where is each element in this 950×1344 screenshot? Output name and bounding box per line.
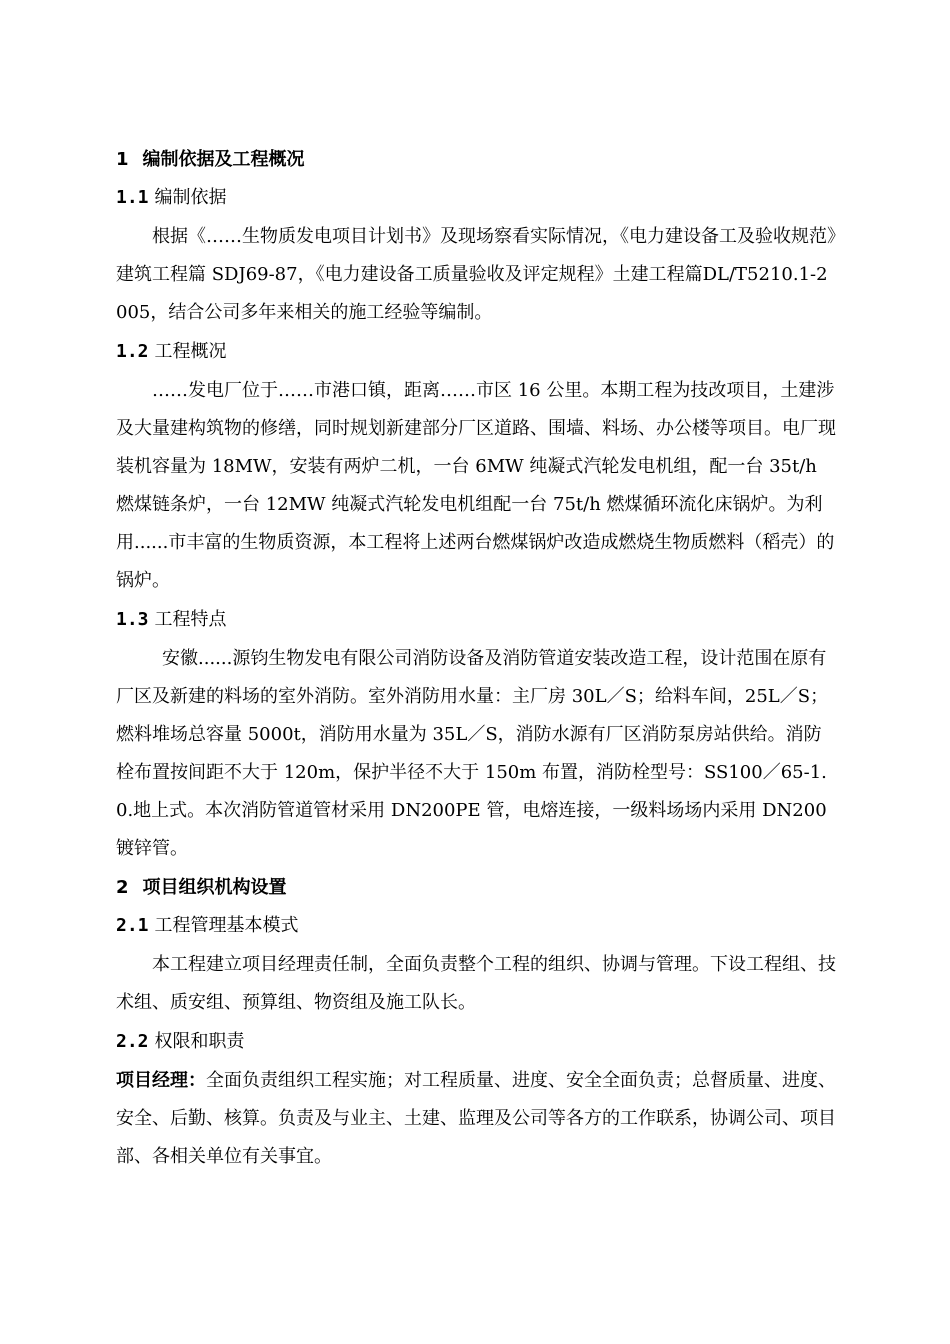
subsection-title: 工程管理基本模式 <box>154 915 299 936</box>
paragraph-responsibilities <box>116 1062 838 1176</box>
section-2-heading <box>116 876 287 900</box>
section-title: 编制依据及工程概况 <box>142 149 305 170</box>
role-label: 项目经理： <box>116 1070 206 1091</box>
subsection-number: 2.1 <box>116 915 149 936</box>
section-1-3-heading <box>116 608 227 632</box>
paragraph-basis: 根据《……生物质发电项目计划书》及现场察看实际情况，《电力建设备工及验收规范》建筑工程篇 SDJ69-87，《电力建设备工质量验收及评定规程》土建工程篇DL/T5210.1-2005，结合公司多年来相关的施工经验等编制。 <box>116 226 836 323</box>
section-number: 1 <box>116 149 129 170</box>
section-1-1-heading <box>116 186 227 210</box>
subsection-title: 权限和职责 <box>154 1031 245 1052</box>
subsection-number: 1.2 <box>116 341 149 362</box>
paragraph-overview: ……发电厂位于……市港口镇，距离……市区 16 公里。本期工程为技改项目，土建涉及大量建构筑物的修缮，同时规划新建部分厂区道路、围墙、料场、办公楼等项目。电厂现装机容量为 18MW，安装有两炉二机，一台 6MW 纯凝式汽轮发电机组，配一台 35t/h 燃煤链条炉，一台 12MW 纯凝式汽轮发电机组配一台 75t/h 燃煤循环流化床锅炉。为利用......市丰富的生物质资源，本工程将上述两台燃煤锅炉改造成燃烧生物质燃料（稻壳）的锅炉。 <box>116 380 836 591</box>
subsection-title: 工程概况 <box>154 341 227 362</box>
section-title: 项目组织机构设置 <box>142 877 287 898</box>
section-1-heading <box>116 148 305 172</box>
paragraph-features: 安徽......源钧生物发电有限公司消防设备及消防管道安装改造工程，设计范围在原有厂区及新建的料场的室外消防。室外消防用水量：主厂房 30L／S；给料车间，25L／S；燃料堆场总容量 5000t，消防用水量为 35L／S，消防水源有厂区消防泵房站供给。消防栓布置按间距不大于 120m，保护半径不大于 150m 布置，消防栓型号：SS100／65-1.0.地上式。本次消防管道管材采用 DN200PE 管，电熔连接，一级料场场内采用 DN200 镀锌管。 <box>116 648 829 859</box>
subsection-number: 1.3 <box>116 609 149 630</box>
section-2-2-heading <box>116 1030 245 1054</box>
subsection-number: 1.1 <box>116 187 149 208</box>
subsection-title: 编制依据 <box>154 187 227 208</box>
paragraph-management-mode: 本工程建立项目经理责任制，全面负责整个工程的组织、协调与管理。下设工程组、技术组、质安组、预算组、物资组及施工队长。 <box>116 954 836 1013</box>
subsection-number: 2.2 <box>116 1031 149 1052</box>
section-1-2-heading <box>116 340 227 364</box>
section-number: 2 <box>116 877 129 898</box>
section-2-1-heading <box>116 914 299 938</box>
role-description: 全面负责组织工程实施；对工程质量、进度、安全全面负责；总督质量、进度、安全、后勤、核算。负责及与业主、土建、监理及公司等各方的工作联系，协调公司、项目部、各相关单位有关事宜。 <box>116 1070 836 1167</box>
subsection-title: 工程特点 <box>154 609 227 630</box>
